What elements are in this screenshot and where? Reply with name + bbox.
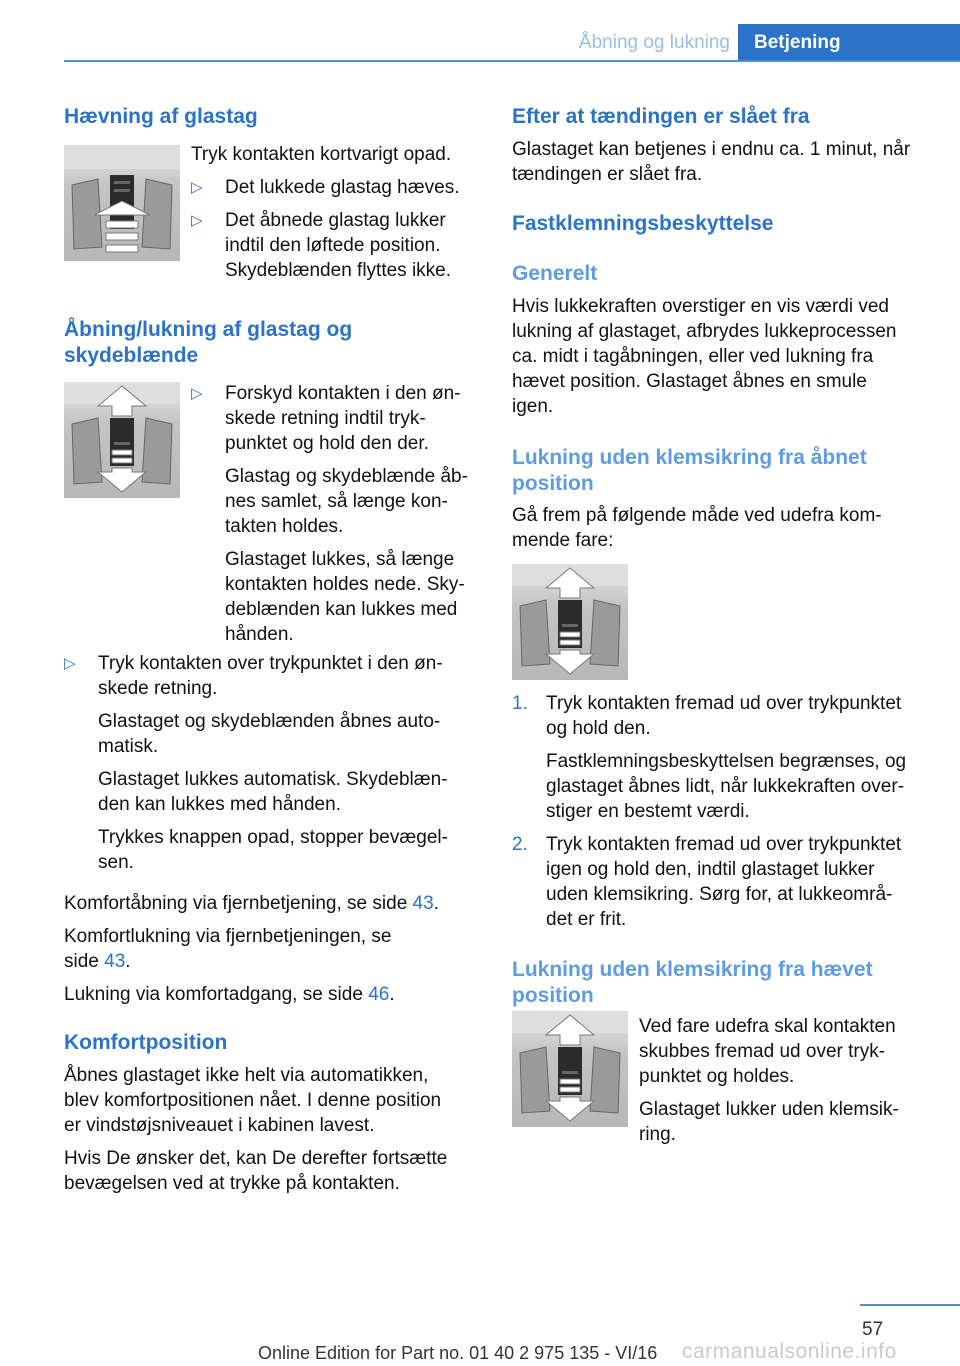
sunroof-switch-slide-icon xyxy=(64,382,180,498)
raise-bullet-1: ▷ Det lukkede glastag hæves. xyxy=(191,177,460,198)
comfort-access-ref: Lukning via komfortadgang, se side 46. xyxy=(64,984,395,1005)
open-bullet-1: ▷ Forskyd kontakten i den øn- skede retning indtil tryk- punktet og hold den der. Glastag og skydeblænde åb- nes samlet, så længe kon- takten holdes. Glastaget lukkes, så længe kontakten holdes nede. Sky- deblænden kan lukkes med hånden. xyxy=(191,383,468,645)
raise-bullet-2: ▷ Det åbnede glastag lukker indtil den løftede position. Skydeblænden flyttes ikke. xyxy=(191,210,452,281)
heading-pinch-protection: Fastklemningsbeskyttelse xyxy=(512,212,774,235)
sunroof-switch-raise-icon xyxy=(64,145,180,261)
switch-slide-image-1 xyxy=(64,382,180,498)
bullet-triangle-icon: ▷ xyxy=(191,212,203,229)
heading-close-from-raised: Lukning uden klemsikring fra hævet position xyxy=(512,958,873,1007)
footer-rule xyxy=(860,1304,960,1306)
bullet-triangle-icon: ▷ xyxy=(191,179,203,196)
page-link-43[interactable]: 43 xyxy=(104,951,126,972)
close-open-steps xyxy=(512,691,952,932)
raise-section xyxy=(191,142,481,283)
comfort-close-ref: Komfortlukning via fjernbetjeningen, se side 43. xyxy=(64,926,392,972)
switch-slide-image-3 xyxy=(512,1011,628,1127)
edition-text: Online Edition for Part no. 01 40 2 975 135 - VI/16 xyxy=(258,1343,658,1363)
header-section-title: Åbning og lukning xyxy=(578,32,730,53)
step-2: 2. Tryk kontakten fremad ud over trykpunktet igen og hold den, indtil glastaget lukker uden klemsikring. Sørg for, at lukkeområ- det er frit. xyxy=(512,834,902,930)
switch-raise-image xyxy=(64,145,180,261)
heading-comfort-position: Komfortposition xyxy=(64,1031,228,1054)
heading-after-ignition: Efter at tændingen er slået fra xyxy=(512,105,810,128)
heading-open-close: Åbning/lukning af glastag og skydeblænde xyxy=(64,318,353,367)
comfort-text: Åbnes glastaget ikke helt via automatikken, blev komfortpositionen nået. I denne position er vindstøjsniveauet i kabinen lavest. Hvis De ønsker det, kan De derefter fortsætte bevægelsen ved at trykke på kontakten. xyxy=(64,1065,448,1194)
page-number: 57 xyxy=(862,1319,884,1340)
bullet-triangle-icon: ▷ xyxy=(191,385,203,402)
ignition-text: Glastaget kan betjenes i endnu ca. 1 minut, når tændingen er slået fra. xyxy=(512,139,911,185)
raise-intro: Tryk kontakten kortvarigt opad. xyxy=(191,144,452,165)
open-bullet-2: ▷ Tryk kontakten over trykpunktet i den øn- skede retning. Glastaget og skydeblænden åbnes auto- matisk. Glastaget lukkes automatisk. Skydeblæn- den kan lukkes med hånden. Trykkes knappen opad, stopper bevægel- sen. xyxy=(64,653,448,873)
comfort-references xyxy=(64,891,484,1007)
step-1: 1. Tryk kontakten fremad ud over trykpunktet og hold den. Fastklemningsbeskyttelsen begrænses, og glastaget åbnes lidt, når lukkekraften over- stiger en bestemt værdi. xyxy=(512,693,907,822)
heading-close-from-open: Lukning uden klemsikring fra åbnet position xyxy=(512,446,867,495)
heading-raise-glass-roof: Hævning af glastag xyxy=(64,105,258,128)
close-raised-text: Ved fare udefra skal kontakten skubbes fremad ud over tryk- punktet og holdes. Glastaget lukker uden klemsik- ring. xyxy=(639,1016,899,1145)
heading-general: Generelt xyxy=(512,262,598,285)
bullet-triangle-icon: ▷ xyxy=(64,655,76,672)
header-chapter-tab: Betjening xyxy=(738,24,960,62)
close-open-intro: Gå frem på følgende måde ved udefra kom- mende fare: xyxy=(512,505,882,551)
header-rule xyxy=(64,60,960,62)
switch-slide-image-2 xyxy=(512,564,628,680)
page-link-43[interactable]: 43 xyxy=(412,893,434,914)
page-link-46[interactable]: 46 xyxy=(368,984,390,1005)
sunroof-switch-slide-icon xyxy=(512,1011,628,1127)
watermark: carmanualsonline.info xyxy=(682,1340,897,1363)
general-text: Hvis lukkekraften overstiger en vis værdi ved lukning af glastaget, afbrydes lukkeprocessen ca. midt i tagåbningen, eller ved lukning fra hævet position. Glastaget åbnes en smule igen. xyxy=(512,296,897,417)
sunroof-switch-slide-icon xyxy=(512,564,628,680)
comfort-open-ref: Komfortåbning via fjernbetjening, se side 43. xyxy=(64,893,439,914)
